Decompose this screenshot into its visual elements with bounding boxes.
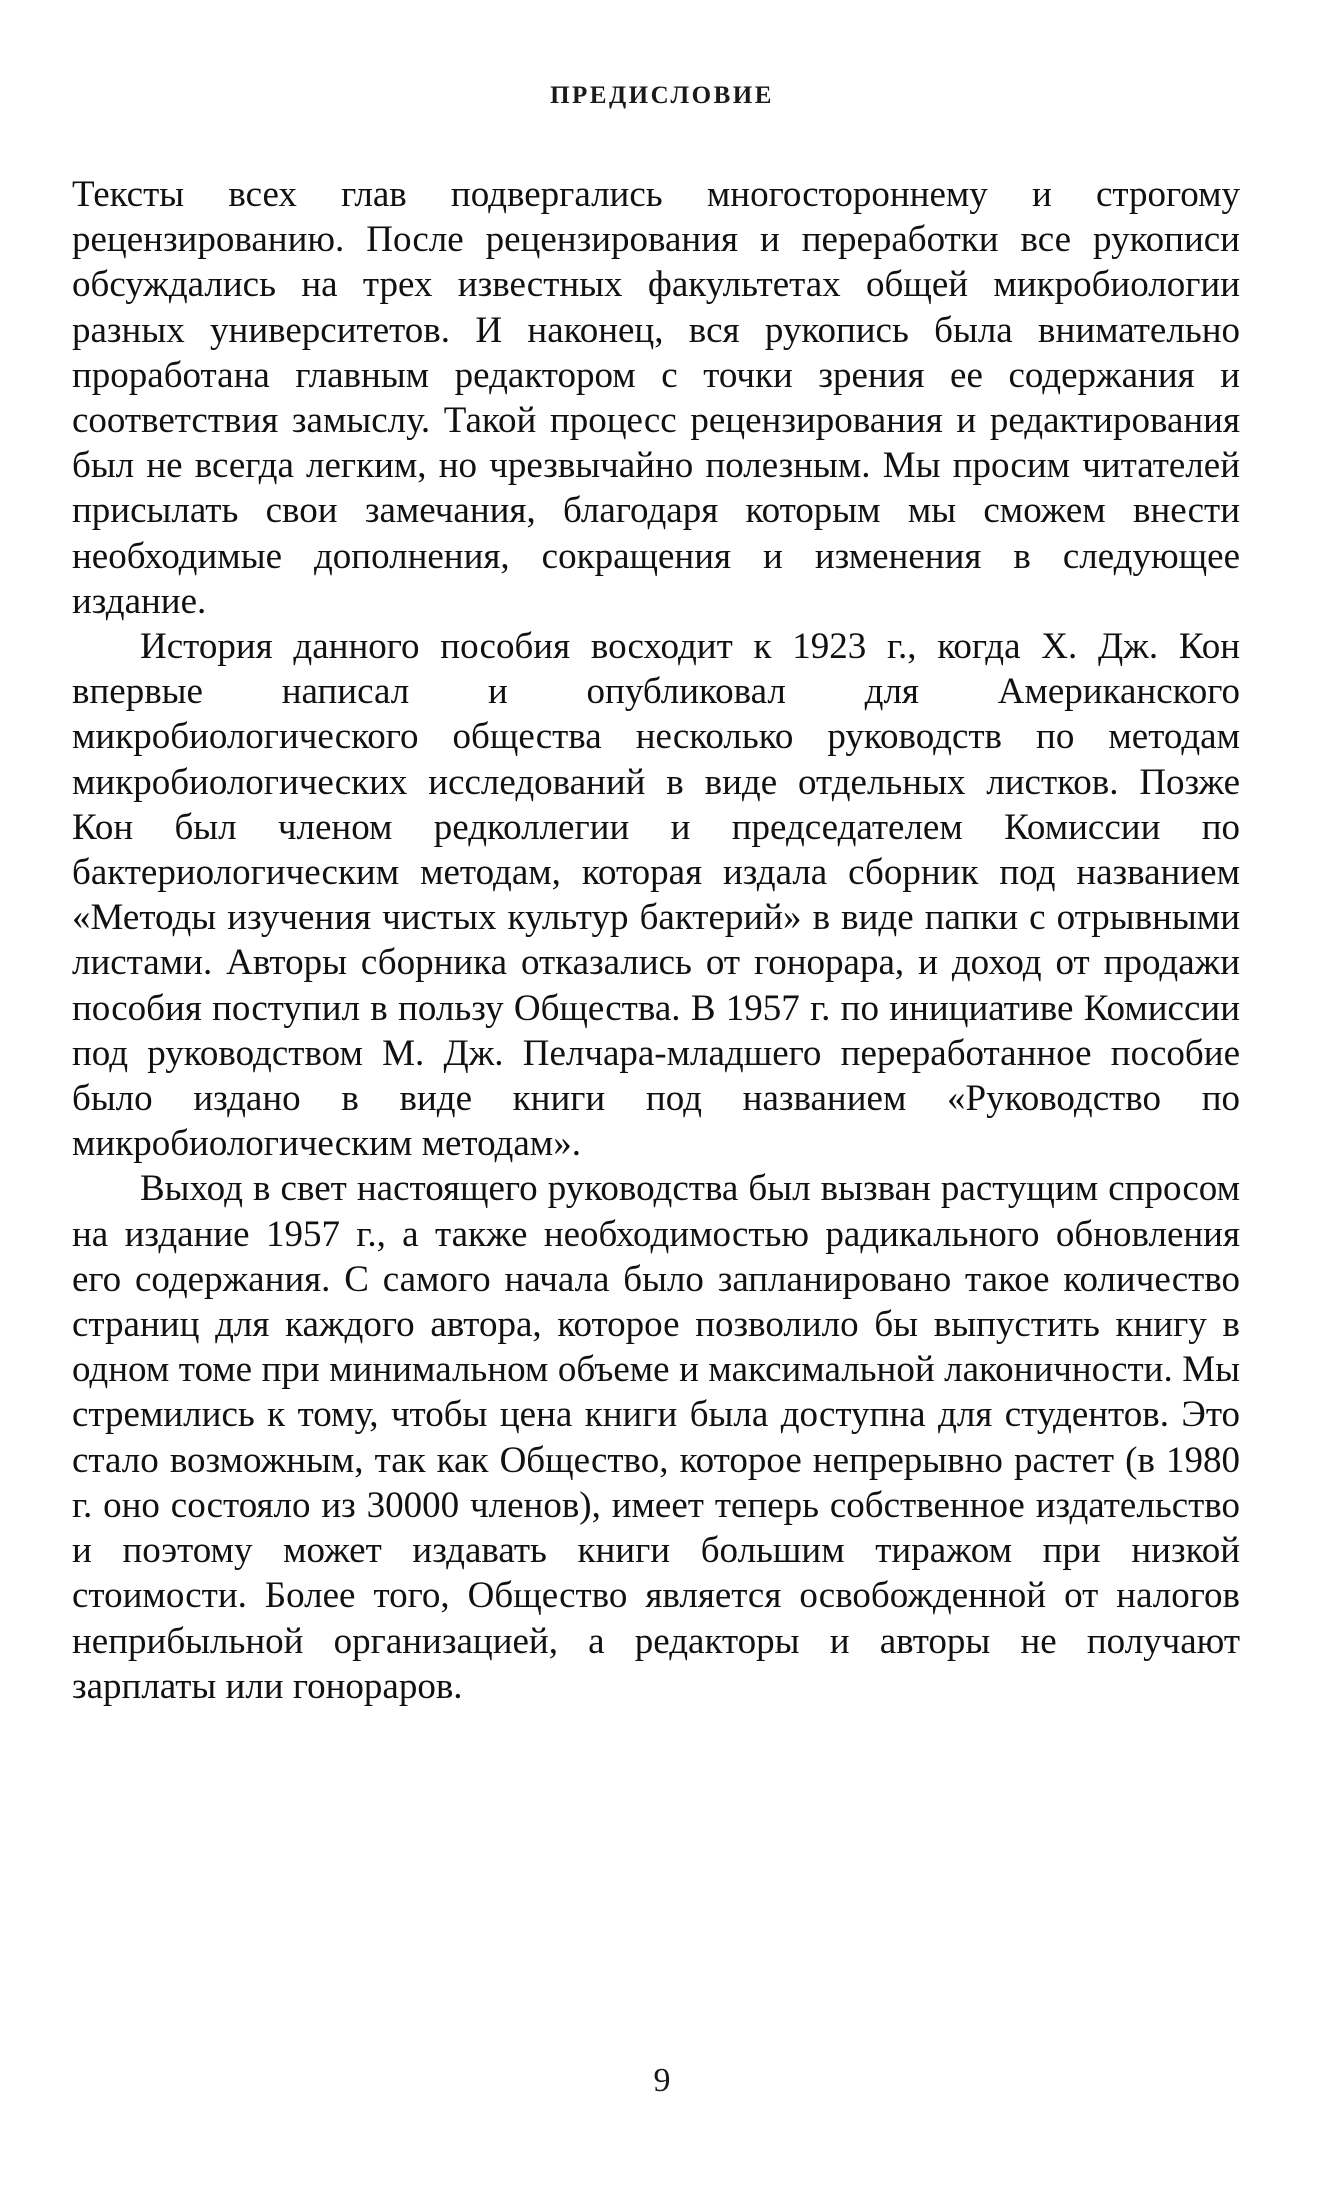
paragraph-publication: Выход в свет настоящего руководства был вызван растущим спросом на издание 1957 г., а также необходимостью радикального обновления его содержания. С самого начала было запланировано такое количество страниц для каждого автора, которое позволило бы выпустить книгу в одном томе при минимальном объеме и максимальной лаконичности. Мы стремились к тому, чтобы цена книги была доступна для студентов. Это стало возможным, так как Общество, которое непрерывно растет (в 1980 г. оно состояло из 30000 членов), имеет теперь собственное издательство и поэтому может издавать книги большим тиражом при низкой стоимости. Более того, Общество является освобожденной от налогов неприбыльной организацией, а редакторы и авторы не получают зарплаты или гонораров. — [72, 1168, 1240, 1707]
running-head: ПРЕДИСЛОВИЕ — [550, 82, 774, 109]
paragraph-continuation: Тексты всех глав подвергались многостороннему и строгому рецензированию. После рецензирования и переработки все рукописи обсуждались на трех известных факультетах общей микробиологии разных университетов. И наконец, вся рукопись была внимательно проработана главным редактором с точки зрения ее содержания и соответствия замыслу. Такой процесс рецензирования и редактирования был не всегда легким, но чрезвычайно полезным. Мы просим читателей присылать свои замечания, благодаря которым мы сможем внести необходимые дополнения, сокращения и изменения в следующее издание. — [72, 174, 1240, 622]
body-text — [72, 172, 1240, 1709]
paragraph-history: История данного пособия восходит к 1923 г., когда Х. Дж. Кон впервые написал и опубликовал для Американского микробиологического общества несколько руководств по методам микробиологических исследований в виде отдельных листков. Позже Кон был членом редколлегии и председателем Комиссии по бактериологическим методам, которая издала сборник под названием «Методы изучения чистых культур бактерий» в виде папки с отрывными листами. Авторы сборника отказались от гонорара, и доход от продажи пособия поступил в пользу Общества. В 1957 г. по инициативе Комиссии под руководством М. Дж. Пелчара-младшего переработанное пособие было издано в виде книги под названием «Руководство по микробиологическим методам». — [72, 626, 1240, 1165]
page-number: 9 — [653, 2062, 671, 2099]
